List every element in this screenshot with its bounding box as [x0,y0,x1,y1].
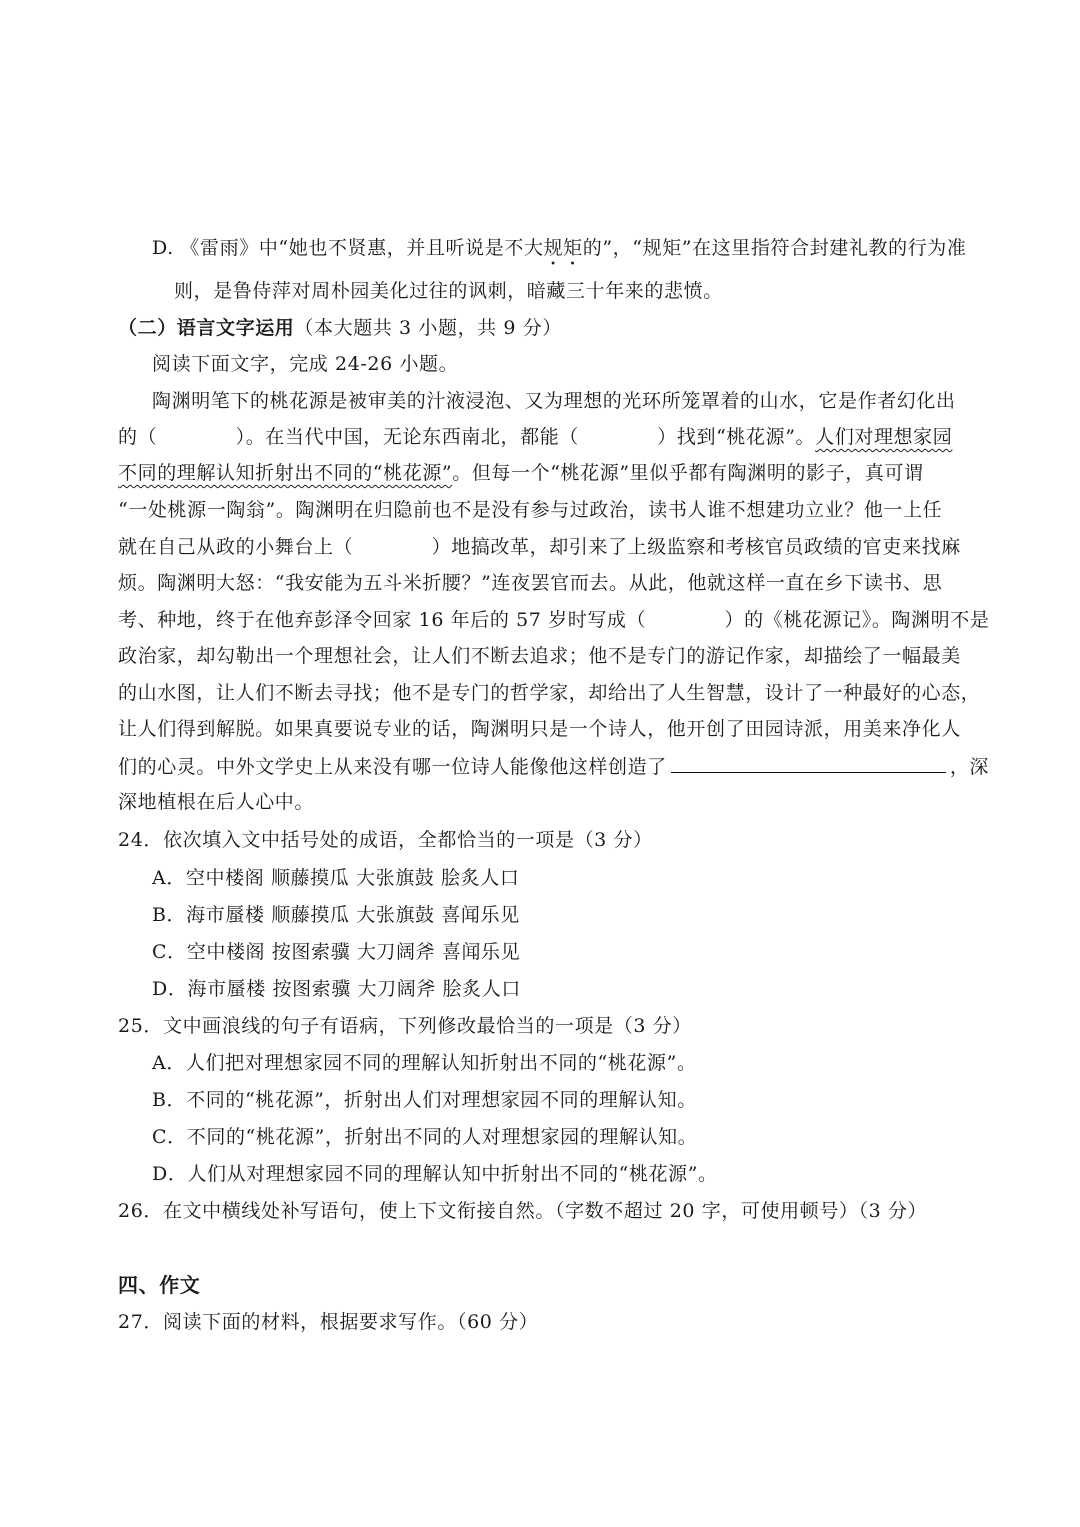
passage-line-5: 就在自己从政的小舞台上（ ）地搞改革，却引来了上级监察和考核官员政绩的官吏来找麻 [118,536,961,558]
wavy-underlined-sentence-start: 人们对理想家园 [815,426,953,448]
passage-line-2 [118,425,952,449]
passage-line-1: 陶渊明笔下的桃花源是被审美的汁液浸泡、又为理想的光环所笼罩着的山水，它是作者幻化出 [152,390,956,412]
q23-option-d-line2: 则，是鲁侍萍对周朴园美化过往的讽刺，暗藏三十年来的悲愤。 [174,280,723,302]
q25-option-a: A．人们把对理想家园不同的理解认知折射出不同的“桃花源”。 [152,1052,697,1074]
passage-line-6: 烦。陶渊明大怒：“我安能为五斗米折腰？”连夜罢官而去。从此，他就这样一直在乡下读书、思 [118,572,943,594]
passage-line-8: 政治家，却勾勒出一个理想社会，让人们不断去追求；他不是专门的游记作家，却描绘了一幅最美 [118,645,961,667]
q24-stem: 24．依次填入文中括号处的成语，全都恰当的一项是（3 分） [118,829,653,851]
passage-line-7: 考、种地，终于在他弃彭泽令回家 16 年后的 57 岁时写成（ ）的《桃花源记》。陶渊明不是 [118,609,990,631]
passage-line-12: 深地植根在后人心中。 [118,791,315,813]
q26-stem: 26．在文中横线处补写语句，使上下文衔接自然。（字数不超过 20 字，可使用顿号）（3 分） [118,1200,928,1222]
q27-stem: 27．阅读下面的材料，根据要求写作。（60 分） [118,1311,539,1333]
passage-line-9: 的山水图，让人们不断去寻找；他不是专门的哲学家，却给出了人生智慧，设计了一种最好的心态， [118,682,981,704]
passage-line-10: 让人们得到解脱。如果真要说专业的话，陶渊明只是一个诗人，他开创了田园诗派，用美来净化人 [118,718,961,740]
emphasized-word: 规矩 [543,237,583,259]
q24-option-b: B．海市蜃楼 顺藤摸瓜 大张旗鼓 喜闻乐见 [152,904,520,926]
passage-line-11-text: 们的心灵。中外文学史上从来没有哪一位诗人能像他这样创造了 [118,756,667,778]
q24-option-c: C．空中楼阁 按图索骥 大刀阔斧 喜闻乐见 [152,941,521,963]
section-2-note: （本大题共 3 小题，共 9 分） [294,317,562,339]
wavy-underlined-sentence-end: 不同的理解认知折射出不同的“桃花源” [118,462,453,484]
passage-line-3 [118,461,924,485]
section-2-heading [118,316,562,340]
q23-option-d-text-a: D. 《雷雨》中“她也不贤惠，并且听说是不大 [152,237,544,259]
section-2-title: （二）语言文字运用 [118,317,295,339]
passage-line-3-text: 。但每一个“桃花源”里似乎都有陶渊明的影子，真可谓 [452,462,924,484]
passage-line-11 [118,754,989,779]
q25-option-c: C．不同的“桃花源”，折射出不同的人对理想家园的理解认知。 [152,1126,698,1148]
q25-stem: 25．文中画浪线的句子有语病，下列修改最恰当的一项是（3 分） [118,1015,692,1037]
q25-option-d: D．人们从对理想家园不同的理解认知中折射出不同的“桃花源”。 [152,1163,718,1185]
q23-option-d-text-b: 的”，“规矩”在这里指符合封建礼教的行为准 [582,237,967,259]
section-4-heading: 四、作文 [118,1273,201,1297]
passage-line-11-end: ，深 [949,756,990,778]
section-2-instruction: 阅读下面文字，完成 24-26 小题。 [152,353,459,375]
passage-line-2-text: 的（ ）。在当代中国，无论东西南北，都能（ ）找到“桃花源”。 [118,426,816,448]
q23-option-d-line1 [152,236,967,270]
fill-in-blank-line [671,754,946,773]
q25-option-b: B．不同的“桃花源”，折射出人们对理想家园不同的理解认知。 [152,1089,697,1111]
q24-option-a: A．空中楼阁 顺藤摸瓜 大张旗鼓 脍炙人口 [152,867,520,889]
q24-option-d: D．海市蜃楼 按图索骥 大刀阔斧 脍炙人口 [152,978,521,1000]
passage-line-4: “一处桃源一陶翁”。陶渊明在归隐前也不是没有参与过政治，读书人谁不想建功立业？他一上任 [118,499,943,521]
